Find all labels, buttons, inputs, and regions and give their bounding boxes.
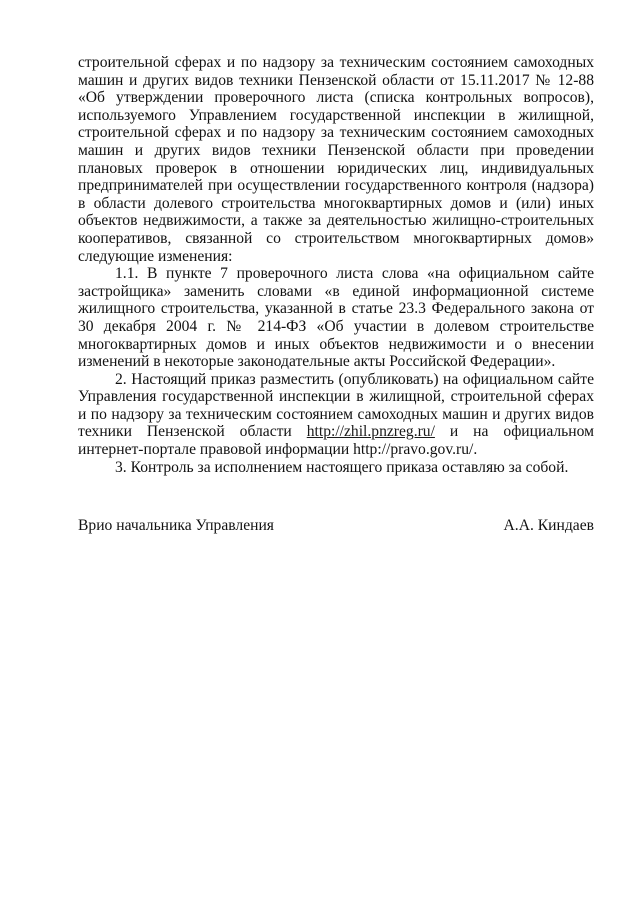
item-3-paragraph: 3. Контроль за исполнением настоящего приказа оставляю за собой. — [115, 458, 569, 476]
signature-name: А.А. Киндаев — [503, 517, 594, 534]
item-2-paragraph — [78, 371, 594, 459]
item-2-text-start: 2. Настоящий приказ разместить (опубликовать) на официальном сайте Управления государственной инспекции в жилищной, строительной сферах и по надзору за техническим состоянием самоходных машин и других видов техники Пензенской области — [78, 370, 594, 441]
signature-position: Врио начальника Управления — [78, 517, 274, 534]
item-1-1-paragraph: 1.1. В пункте 7 проверочного листа слова «на официальном сайте застройщика» заменить словами «в единой информационной системе жилищного строительства, указанной в статье 23.3 Федерального закона от 30 декабря 2004 г. № 214-ФЗ «Об участии в долевом строительстве многоквартирных домов и иных объектов недвижимости и о внесении изменений в некоторые законодательные акты Российской Федерации». — [78, 265, 594, 371]
signature-block — [78, 517, 594, 535]
document-body — [78, 54, 594, 476]
website-link[interactable]: http://zhil.pnzreg.ru/ — [306, 423, 435, 441]
intro-paragraph: строительной сферах и по надзору за техническим состоянием самоходных машин и других видов техники Пензенской области от 15.11.2017 № 12-88 «Об утверждении проверочного листа (списка контрольных вопросов), используемого Управлением государственной инспекции в жилищной, строительной сферах и по надзору за техническим состоянием самоходных машин и других видов техники Пензенской области при проведении плановых проверок в отношении юридических лиц, индивидуальных предпринимателей при осуществлении государственного контроля (надзора) в области долевого строительства многоквартирных домов и (или) иных объектов недвижимости, а также за деятельностью жилищно-строительных кооперативов, связанной со строительством многоквартирных домов» следующие изменения: — [78, 54, 594, 265]
item-2-text-end: и на официальном интернет-портале правовой информации http://pravo.gov.ru/. — [78, 423, 594, 459]
